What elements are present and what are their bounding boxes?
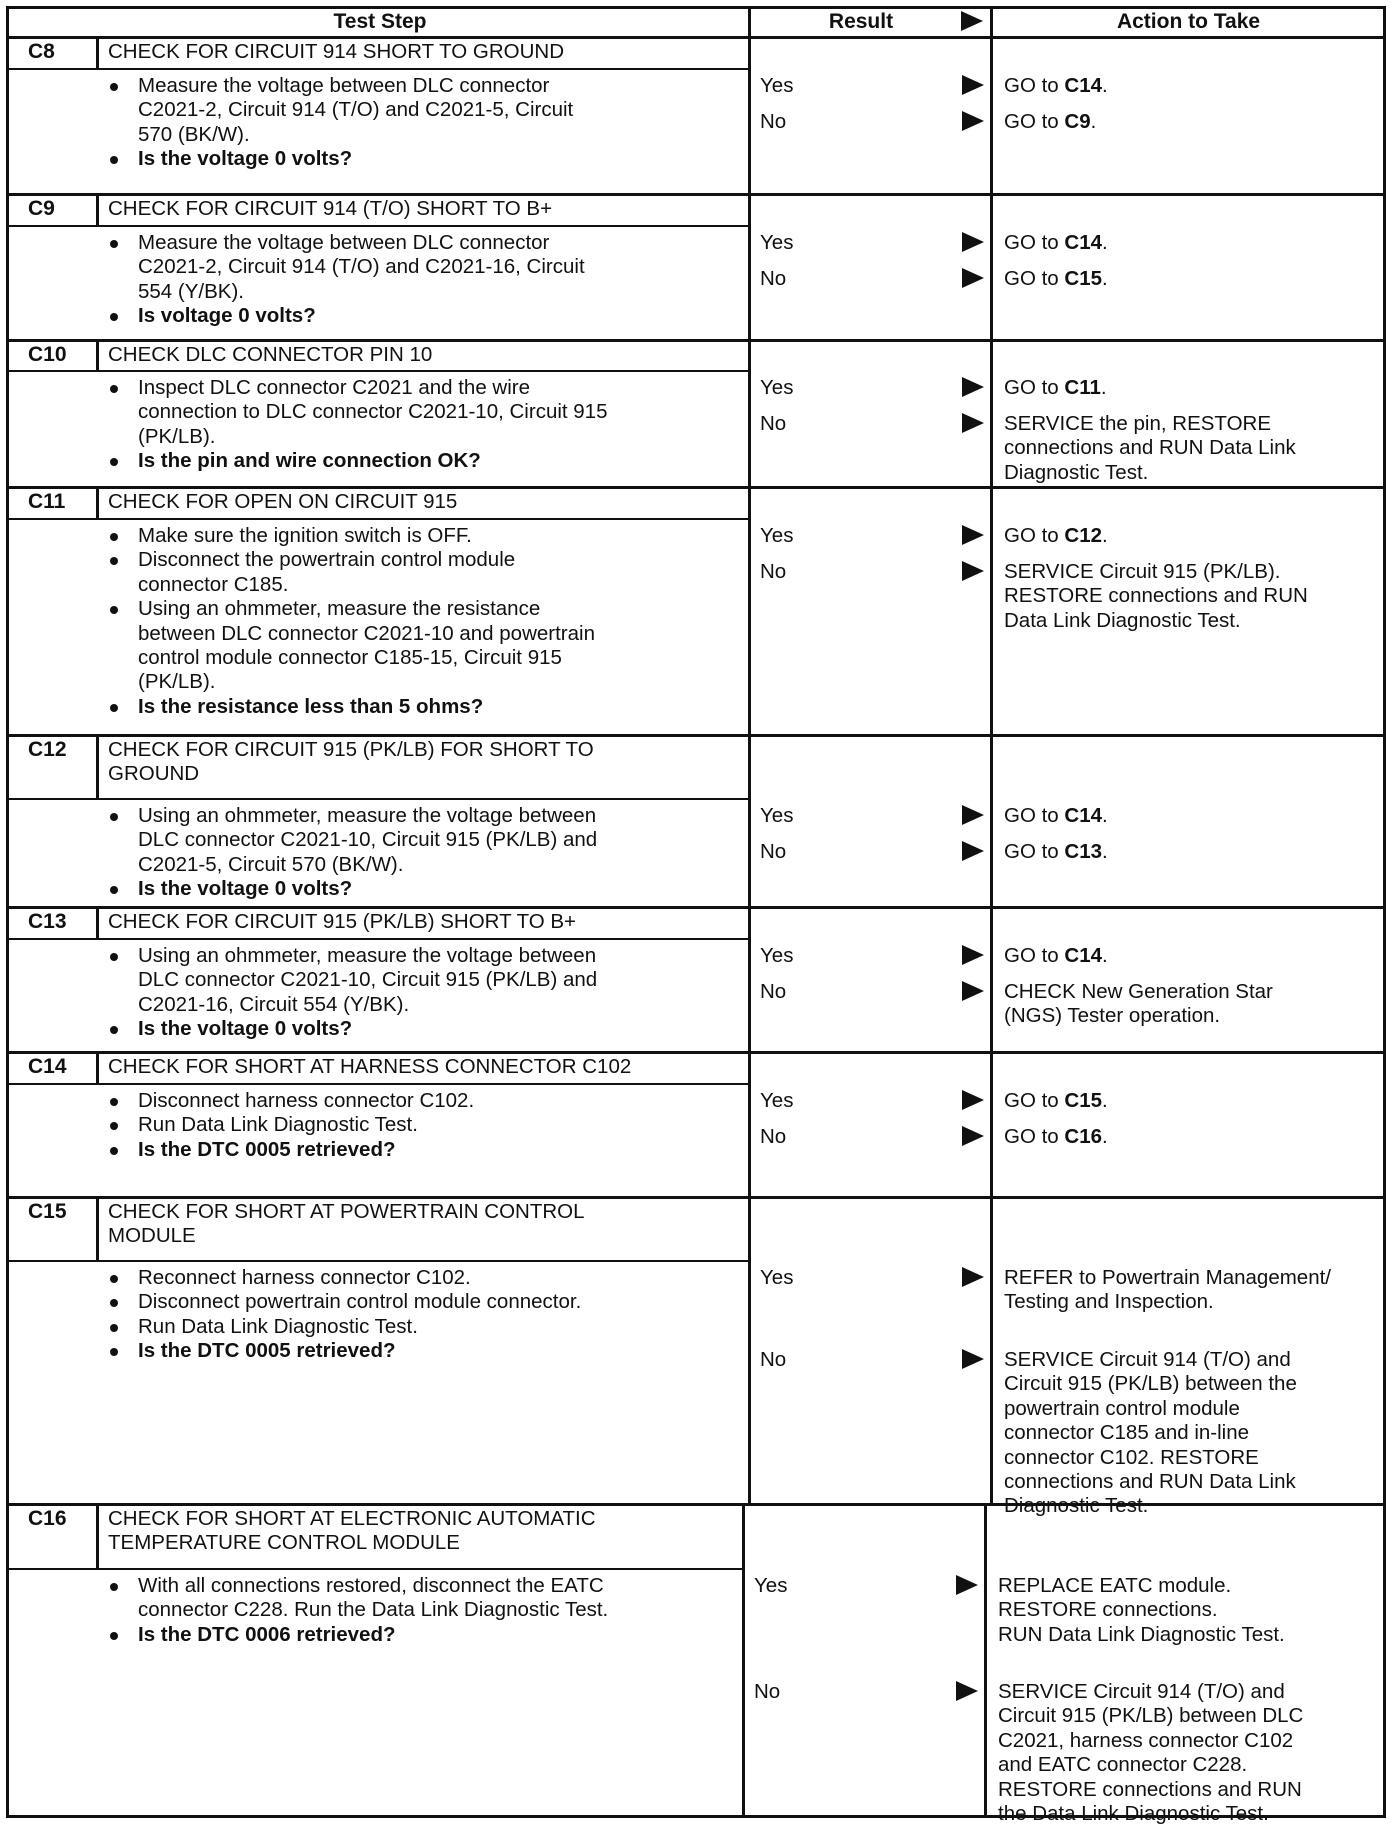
- step-id: C16: [28, 1507, 67, 1530]
- action-col-separator: [990, 339, 993, 486]
- step-id: C14: [28, 1055, 67, 1078]
- header-sep-result: [748, 6, 751, 36]
- step-instruction: Run Data Link Diagnostic Test.: [138, 1113, 418, 1137]
- action-text: Circuit 915 (PK/LB) between DLC: [998, 1704, 1304, 1728]
- step-title: MODULE: [108, 1224, 196, 1248]
- step-instruction: Using an ohmmeter, measure the voltage between: [138, 804, 597, 827]
- action-text: GO to C9.: [1004, 110, 1097, 133]
- action-text: GO to C15.: [1004, 267, 1108, 290]
- row-divider: [6, 339, 1386, 342]
- diagnostic-table: [6, 6, 1386, 1825]
- header-test-step: Test Step: [333, 10, 427, 33]
- bullet-icon: [110, 156, 118, 164]
- title-underline: [6, 798, 748, 800]
- step-instruction: With all connections restored, disconnect the EATC: [138, 1574, 604, 1597]
- arrow-right-icon: [962, 1126, 984, 1146]
- frame-left: [6, 6, 9, 1818]
- action-text: connector C185 and in-line: [1004, 1421, 1250, 1445]
- action-text: Circuit 915 (PK/LB) between the: [1004, 1372, 1297, 1396]
- result-yes: Yes: [754, 1574, 788, 1597]
- bullet-icon: [110, 458, 118, 466]
- step-question: Is the resistance less than 5 ohms?: [138, 694, 484, 718]
- action-text: Diagnostic Test.: [1004, 460, 1149, 484]
- step-id: C12: [28, 738, 67, 761]
- step-instruction: C2021-2, Circuit 914 (T/O) and C2021-16, Circuit: [138, 255, 585, 279]
- action-text: RESTORE connections and RUN: [1004, 584, 1308, 608]
- arrow-right-icon: [962, 377, 984, 397]
- bullet-icon: [110, 704, 118, 712]
- row-divider: [6, 1503, 1386, 1506]
- row-divider: [6, 193, 1386, 196]
- action-text: SERVICE Circuit 914 (T/O) and: [1004, 1348, 1291, 1371]
- bullet-icon: [110, 533, 118, 541]
- step-title: CHECK FOR CIRCUIT 914 (T/O) SHORT TO B+: [108, 197, 553, 220]
- action-text: GO to C14.: [1004, 804, 1108, 827]
- bullet-icon: [110, 240, 118, 248]
- result-col-separator: [748, 193, 751, 339]
- action-text: SERVICE Circuit 914 (T/O) and: [998, 1680, 1285, 1703]
- id-separator: [96, 1051, 99, 1083]
- arrow-right-icon: [962, 981, 984, 1001]
- action-text: GO to C14.: [1004, 74, 1108, 97]
- bullet-icon: [110, 1299, 118, 1307]
- id-separator: [96, 906, 99, 938]
- action-text: powertrain control module: [1004, 1396, 1240, 1420]
- result-no: No: [760, 267, 787, 290]
- bullet-icon: [110, 385, 118, 393]
- id-separator: [96, 734, 99, 798]
- action-col-separator: [990, 486, 993, 734]
- step-instruction: Measure the voltage between DLC connector: [138, 74, 550, 97]
- action-text: C2021, harness connector C102: [998, 1728, 1294, 1752]
- action-col-separator: [990, 193, 993, 339]
- step-instruction: control module connector C185-15, Circuit 915: [138, 646, 562, 669]
- step-instruction: connector C228. Run the Data Link Diagnostic Test.: [138, 1598, 609, 1622]
- title-underline: [6, 1083, 748, 1085]
- arrow-right-icon: [956, 1575, 978, 1595]
- step-instruction: Disconnect the powertrain control module: [138, 548, 516, 572]
- action-text: REFER to Powertrain Management/: [1004, 1266, 1331, 1289]
- step-title: CHECK DLC CONNECTOR PIN 10: [108, 343, 433, 366]
- step-instruction: connection to DLC connector C2021-10, Circuit 915: [138, 400, 608, 424]
- step-title: CHECK FOR SHORT AT HARNESS CONNECTOR C102: [108, 1055, 632, 1078]
- action-col-separator: [990, 734, 993, 906]
- action-text: CHECK New Generation Star: [1004, 980, 1273, 1003]
- action-text: RESTORE connections and RUN: [998, 1777, 1302, 1801]
- action-text: the Data Link Diagnostic Test.: [998, 1802, 1269, 1825]
- bullet-icon: [110, 606, 118, 614]
- bullet-icon: [110, 1147, 118, 1155]
- row-divider: [6, 1196, 1386, 1199]
- arrow-right-icon: [962, 232, 984, 252]
- step-instruction: Disconnect harness connector C102.: [138, 1089, 475, 1112]
- step-instruction: Make sure the ignition switch is OFF.: [138, 524, 472, 547]
- step-title: GROUND: [108, 762, 200, 786]
- bullet-icon: [110, 1275, 118, 1283]
- action-text: RUN Data Link Diagnostic Test.: [998, 1622, 1285, 1646]
- step-instruction: Using an ohmmeter, measure the resistance: [138, 597, 541, 621]
- action-text: REPLACE EATC module.: [998, 1574, 1232, 1597]
- header-sep-action: [990, 6, 993, 36]
- step-question: Is the pin and wire connection OK?: [138, 449, 481, 473]
- action-col-separator: [990, 1051, 993, 1196]
- bullet-icon: [110, 1348, 118, 1356]
- result-yes: Yes: [760, 1266, 794, 1289]
- row-divider: [6, 734, 1386, 737]
- id-separator: [96, 486, 99, 518]
- bullet-icon: [110, 1324, 118, 1332]
- action-text: GO to C12.: [1004, 524, 1108, 547]
- action-text: SERVICE Circuit 915 (PK/LB).: [1004, 560, 1281, 583]
- step-instruction: Disconnect powertrain control module connector.: [138, 1290, 582, 1314]
- step-instruction: between DLC connector C2021-10 and powertrain: [138, 621, 595, 645]
- step-instruction: DLC connector C2021-10, Circuit 915 (PK/LB) and: [138, 828, 598, 852]
- action-text: GO to C14.: [1004, 944, 1108, 967]
- result-yes: Yes: [760, 74, 794, 97]
- step-title: CHECK FOR SHORT AT POWERTRAIN CONTROL: [108, 1200, 585, 1223]
- bullet-icon: [110, 1098, 118, 1106]
- arrow-right-icon: [956, 1681, 978, 1701]
- action-text: and EATC connector C228.: [998, 1753, 1248, 1777]
- step-instruction: C2021-2, Circuit 914 (T/O) and C2021-5, Circuit: [138, 98, 574, 122]
- step-instruction: DLC connector C2021-10, Circuit 915 (PK/LB) and: [138, 968, 598, 992]
- title-underline: [6, 370, 748, 372]
- result-col-separator: [748, 734, 751, 906]
- action-text: connections and RUN Data Link: [1004, 436, 1296, 460]
- bullet-icon: [110, 813, 118, 821]
- result-col-separator: [742, 1503, 745, 1818]
- action-col-separator: [990, 36, 993, 193]
- step-instruction: 570 (BK/W).: [138, 122, 250, 146]
- step-instruction: Inspect DLC connector C2021 and the wire: [138, 376, 531, 399]
- step-instruction: C2021-16, Circuit 554 (Y/BK).: [138, 992, 410, 1016]
- id-separator: [96, 193, 99, 225]
- result-no: No: [760, 840, 787, 863]
- arrow-right-icon: [962, 413, 984, 433]
- result-no: No: [760, 110, 787, 133]
- action-text: GO to C15.: [1004, 1089, 1108, 1112]
- result-col-separator: [748, 1196, 751, 1503]
- row-divider: [6, 36, 1386, 39]
- row-divider: [6, 486, 1386, 489]
- result-yes: Yes: [760, 804, 794, 827]
- result-yes: Yes: [760, 376, 794, 399]
- action-col-separator: [990, 1196, 993, 1503]
- id-separator: [96, 1196, 99, 1260]
- result-no: No: [760, 980, 787, 1003]
- result-yes: Yes: [760, 944, 794, 967]
- id-separator: [96, 36, 99, 68]
- step-question: Is the DTC 0005 retrieved?: [138, 1339, 396, 1363]
- arrow-right-icon: [962, 1267, 984, 1287]
- step-id: C11: [28, 490, 66, 513]
- step-instruction: connector C185.: [138, 572, 289, 596]
- row-divider: [6, 906, 1386, 909]
- arrow-right-icon: [962, 805, 984, 825]
- row-divider: [6, 1051, 1386, 1054]
- arrow-right-icon: [962, 841, 984, 861]
- result-yes: Yes: [760, 1089, 794, 1112]
- step-question: Is the voltage 0 volts?: [138, 147, 353, 171]
- step-title: CHECK FOR CIRCUIT 915 (PK/LB) FOR SHORT TO: [108, 738, 594, 761]
- step-question: Is the voltage 0 volts?: [138, 877, 353, 901]
- step-question: Is voltage 0 volts?: [138, 304, 316, 328]
- title-underline: [6, 1568, 742, 1570]
- step-instruction: Run Data Link Diagnostic Test.: [138, 1314, 418, 1338]
- bullet-icon: [110, 1632, 118, 1640]
- header-action: Action to Take: [1116, 10, 1261, 33]
- action-col-separator: [984, 1503, 987, 1818]
- result-col-separator: [748, 906, 751, 1051]
- result-col-separator: [748, 339, 751, 486]
- step-question: Is the DTC 0006 retrieved?: [138, 1622, 396, 1646]
- step-title: CHECK FOR OPEN ON CIRCUIT 915: [108, 490, 458, 513]
- title-underline: [6, 938, 748, 940]
- step-id: C9: [28, 197, 55, 220]
- step-id: C10: [28, 343, 67, 366]
- step-id: C13: [28, 910, 67, 933]
- frame-top: [6, 6, 1386, 9]
- id-separator: [96, 1503, 99, 1568]
- step-instruction: C2021-5, Circuit 570 (BK/W).: [138, 852, 404, 876]
- step-instruction: (PK/LB).: [138, 424, 216, 448]
- bullet-icon: [110, 1583, 118, 1591]
- step-instruction: Using an ohmmeter, measure the voltage between: [138, 944, 597, 967]
- bullet-icon: [110, 313, 118, 321]
- action-text: GO to C13.: [1004, 840, 1108, 863]
- title-underline: [6, 68, 748, 70]
- action-text: GO to C11.: [1004, 376, 1107, 399]
- step-id: C15: [28, 1200, 67, 1223]
- step-title: TEMPERATURE CONTROL MODULE: [108, 1531, 460, 1555]
- bullet-icon: [110, 1026, 118, 1034]
- action-text: SERVICE the pin, RESTORE: [1004, 412, 1271, 435]
- action-text: Testing and Inspection.: [1004, 1290, 1214, 1314]
- bullet-icon: [110, 83, 118, 91]
- action-text: (NGS) Tester operation.: [1004, 1004, 1221, 1028]
- step-title: CHECK FOR CIRCUIT 915 (PK/LB) SHORT TO B+: [108, 910, 577, 933]
- result-col-separator: [748, 36, 751, 193]
- result-no: No: [760, 1348, 787, 1371]
- step-instruction: Reconnect harness connector C102.: [138, 1266, 471, 1289]
- action-text: GO to C14.: [1004, 231, 1108, 254]
- title-underline: [6, 225, 748, 227]
- header-arrow-icon: [961, 11, 983, 31]
- result-no: No: [760, 560, 787, 583]
- result-col-separator: [748, 1051, 751, 1196]
- result-yes: Yes: [760, 524, 794, 547]
- action-text: Data Link Diagnostic Test.: [1004, 608, 1241, 632]
- arrow-right-icon: [962, 75, 984, 95]
- step-instruction: 554 (Y/BK).: [138, 279, 244, 303]
- action-text: GO to C16.: [1004, 1125, 1108, 1148]
- title-underline: [6, 1260, 748, 1262]
- action-text: [1004, 1494, 1148, 1518]
- frame-right: [1383, 6, 1386, 1818]
- result-col-separator: [748, 486, 751, 734]
- bullet-icon: [110, 886, 118, 894]
- arrow-right-icon: [962, 1090, 984, 1110]
- arrow-right-icon: [962, 111, 984, 131]
- action-text: RESTORE connections.: [998, 1598, 1218, 1622]
- bullet-icon: [110, 557, 118, 565]
- step-instruction: (PK/LB).: [138, 670, 216, 694]
- action-col-separator: [990, 906, 993, 1051]
- arrow-right-icon: [962, 525, 984, 545]
- id-separator: [96, 339, 99, 370]
- step-question: Is the DTC 0005 retrieved?: [138, 1137, 396, 1161]
- action-text: connector C102. RESTORE: [1004, 1445, 1259, 1469]
- header-result: Result: [828, 10, 894, 33]
- result-no: No: [760, 1125, 787, 1148]
- bullet-icon: [110, 1122, 118, 1130]
- result-no: No: [754, 1680, 781, 1703]
- bullet-icon: [110, 953, 118, 961]
- arrow-right-icon: [962, 945, 984, 965]
- step-title: CHECK FOR CIRCUIT 914 SHORT TO GROUND: [108, 40, 565, 63]
- result-yes: Yes: [760, 231, 794, 254]
- step-title: CHECK FOR SHORT AT ELECTRONIC AUTOMATIC: [108, 1507, 596, 1530]
- step-instruction: Measure the voltage between DLC connector: [138, 231, 550, 254]
- arrow-right-icon: [962, 561, 984, 581]
- step-question: Is the voltage 0 volts?: [138, 1017, 353, 1041]
- arrow-right-icon: [962, 268, 984, 288]
- step-id: C8: [28, 40, 55, 63]
- arrow-right-icon: [962, 1349, 984, 1369]
- result-no: No: [760, 412, 787, 435]
- action-text: connections and RUN Data Link: [1004, 1470, 1296, 1493]
- title-underline: [6, 518, 748, 520]
